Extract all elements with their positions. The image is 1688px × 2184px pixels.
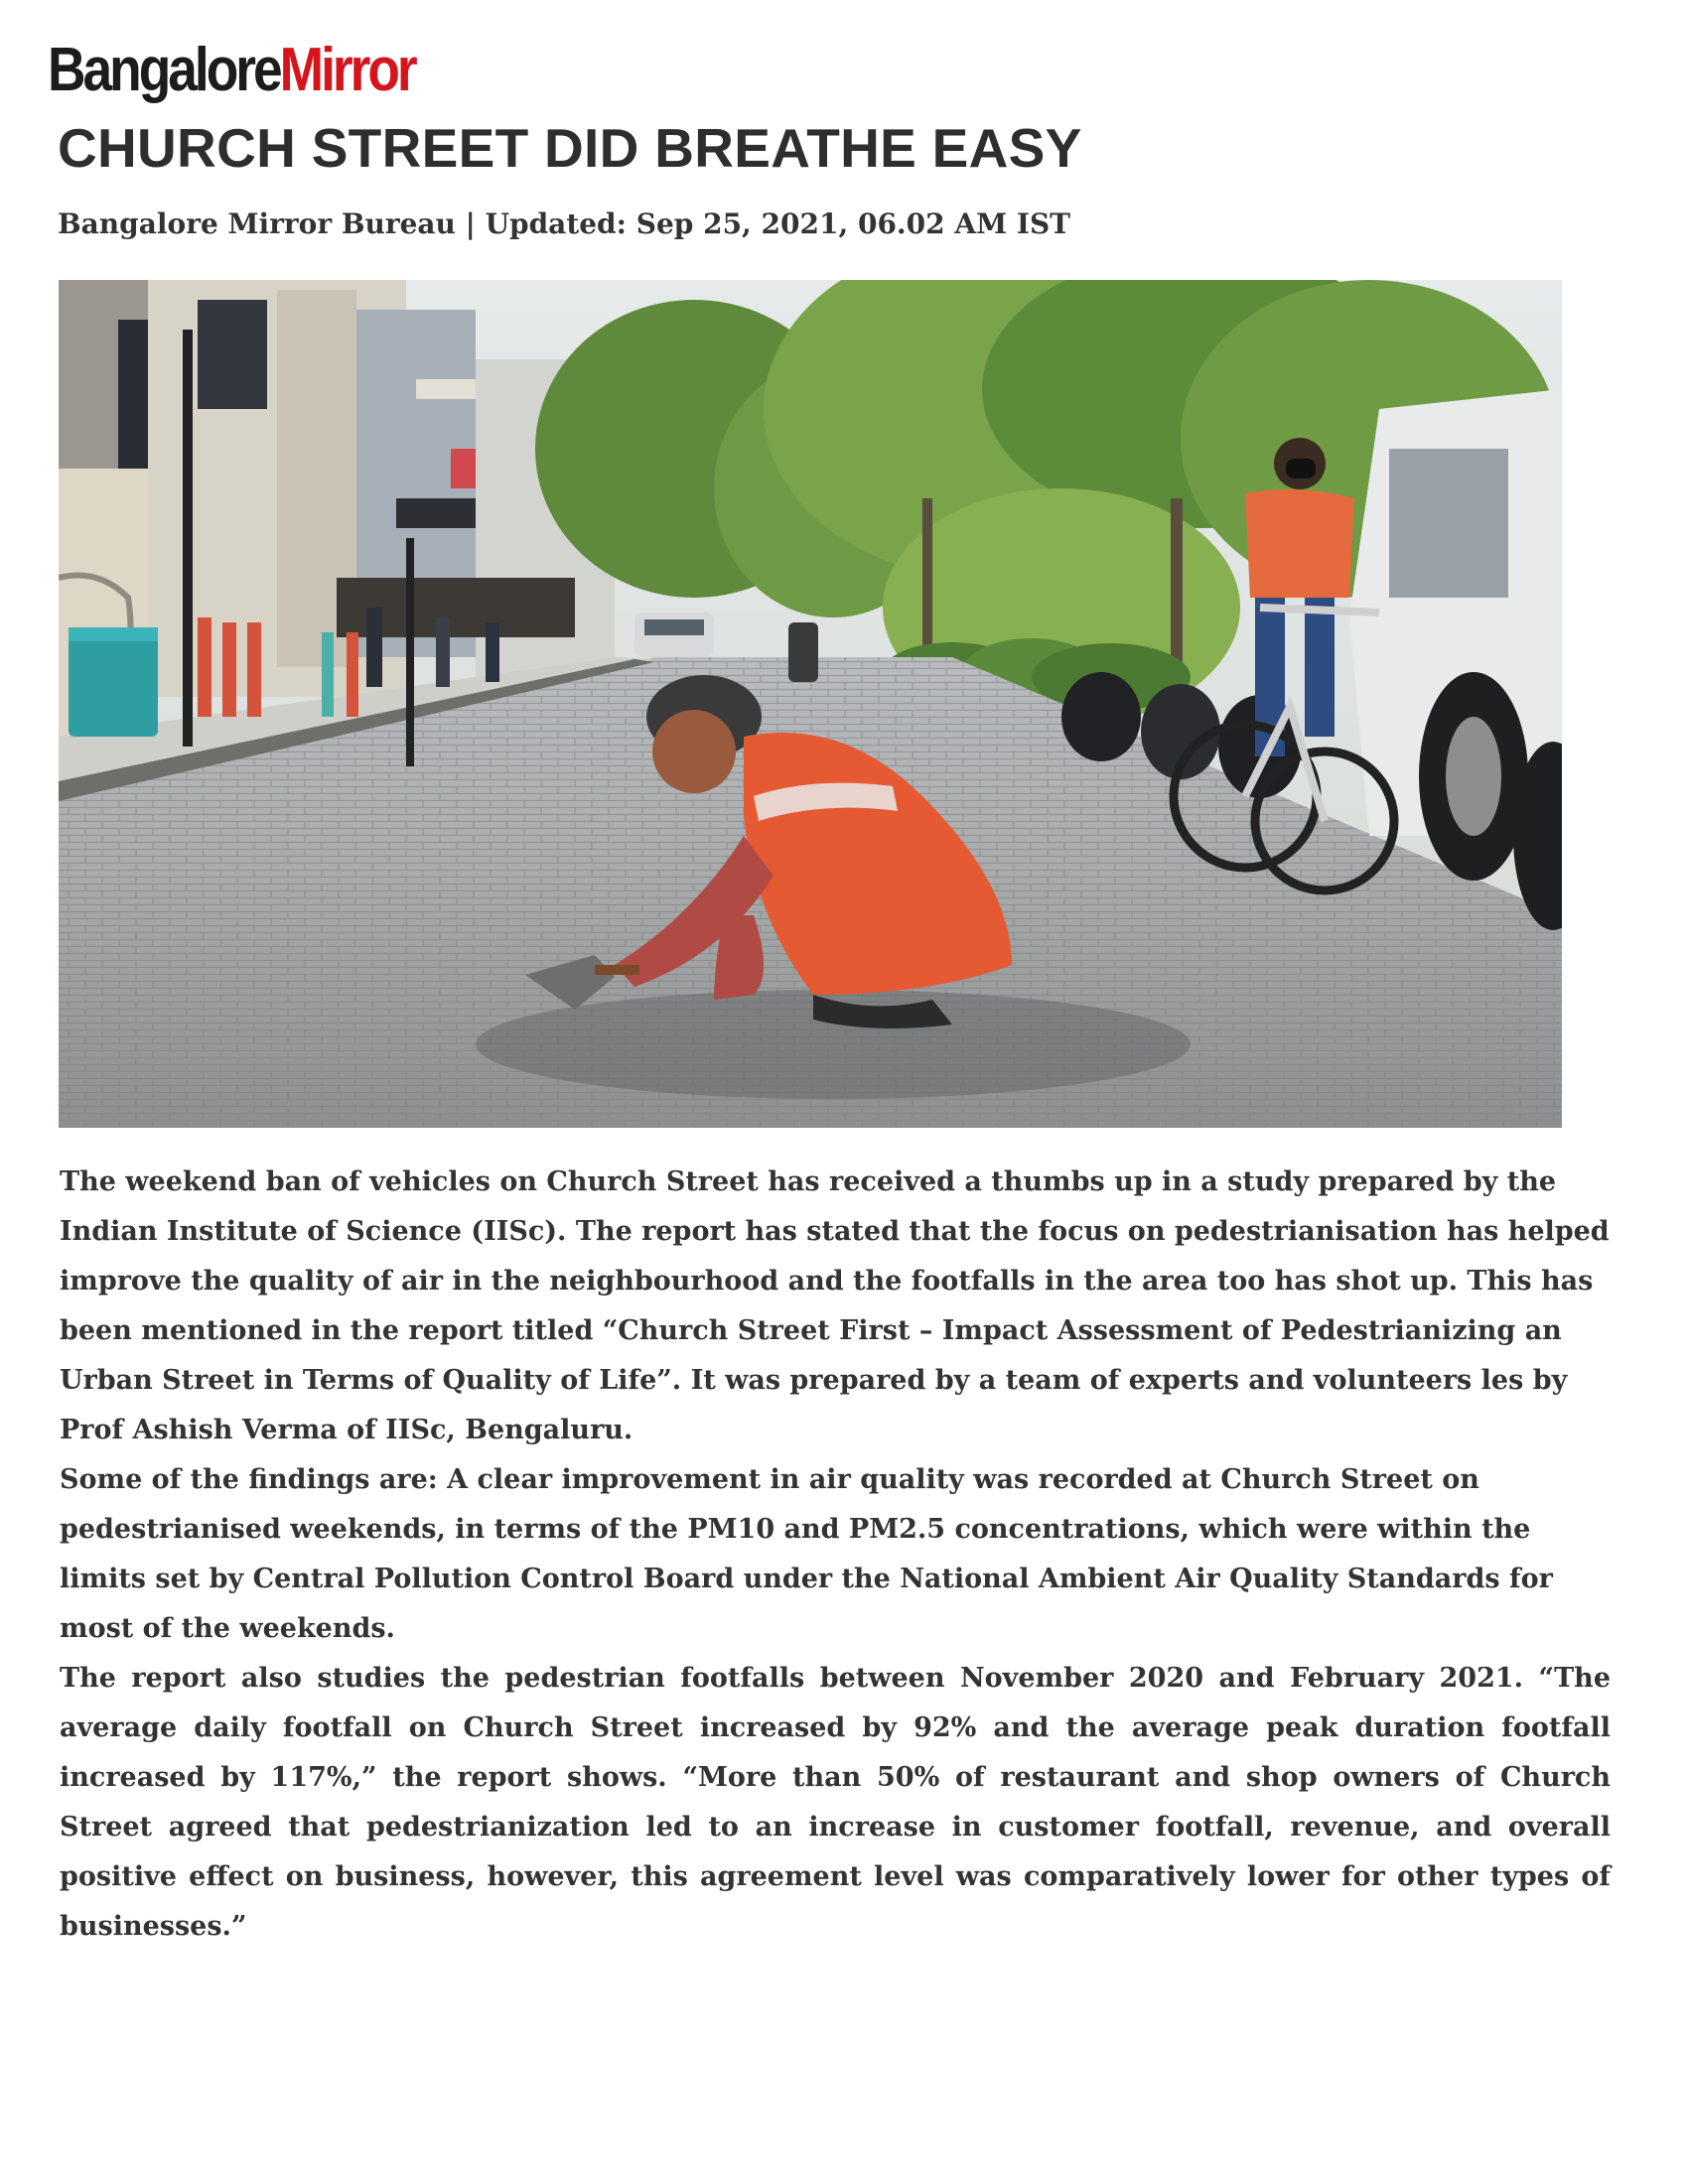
- article-paragraph-2: Some of the findings are: A clear improvement in air quality was recorded at Church Street on pedestrianised weekends, in terms of the PM10 and PM2.5 concentrations, which were within the limits set by Central Pollution Control Board under the National Ambient Air Quality Standards for most of the weekends.: [60, 1464, 1553, 1644]
- masthead-logo[interactable]: [48, 38, 415, 103]
- masthead-brand-mirror: Mirror: [279, 36, 415, 104]
- article-paragraph-1: The weekend ban of vehicles on Church Street has received a thumbs up in a study prepared by the Indian Institute of Science (IISc). The report has stated that the focus on pedestrianisation has helped improve the quality of air in the neighbourhood and the footfalls in the area too has shot up. This has been mentioned in the report titled “Church Street First – Impact Assessment of Pedestrianizing an Urban Street in Terms of Quality of Life”. It was prepared by a team of experts and volunteers les by Prof Ashish Verma of IISc, Bengaluru.: [60, 1166, 1610, 1445]
- article-paragraph-3: The report also studies the pedestrian footfalls between November 2020 and February 2021. “The average daily footfall on Church Street increased by 92% and the average peak duration footfall increased by 117%,” the report shows. “More than 50% of restaurant and shop owners of Church Street agreed that pedestrianization led to an increase in customer footfall, revenue, and overall positive effect on business, however, this agreement level was comparatively lower for other types of businesses.”: [60, 1663, 1611, 1942]
- article-byline: Bangalore Mirror Bureau | Updated: Sep 25, 2021, 06.02 AM IST: [58, 207, 1071, 240]
- street-photo-illustration: [59, 280, 1562, 1128]
- article-photo: [59, 280, 1562, 1128]
- article-body: [60, 1158, 1611, 1952]
- article-headline: CHURCH STREET DID BREATHE EASY: [58, 117, 1082, 179]
- masthead-brand-bangalore: Bangalore: [48, 36, 280, 104]
